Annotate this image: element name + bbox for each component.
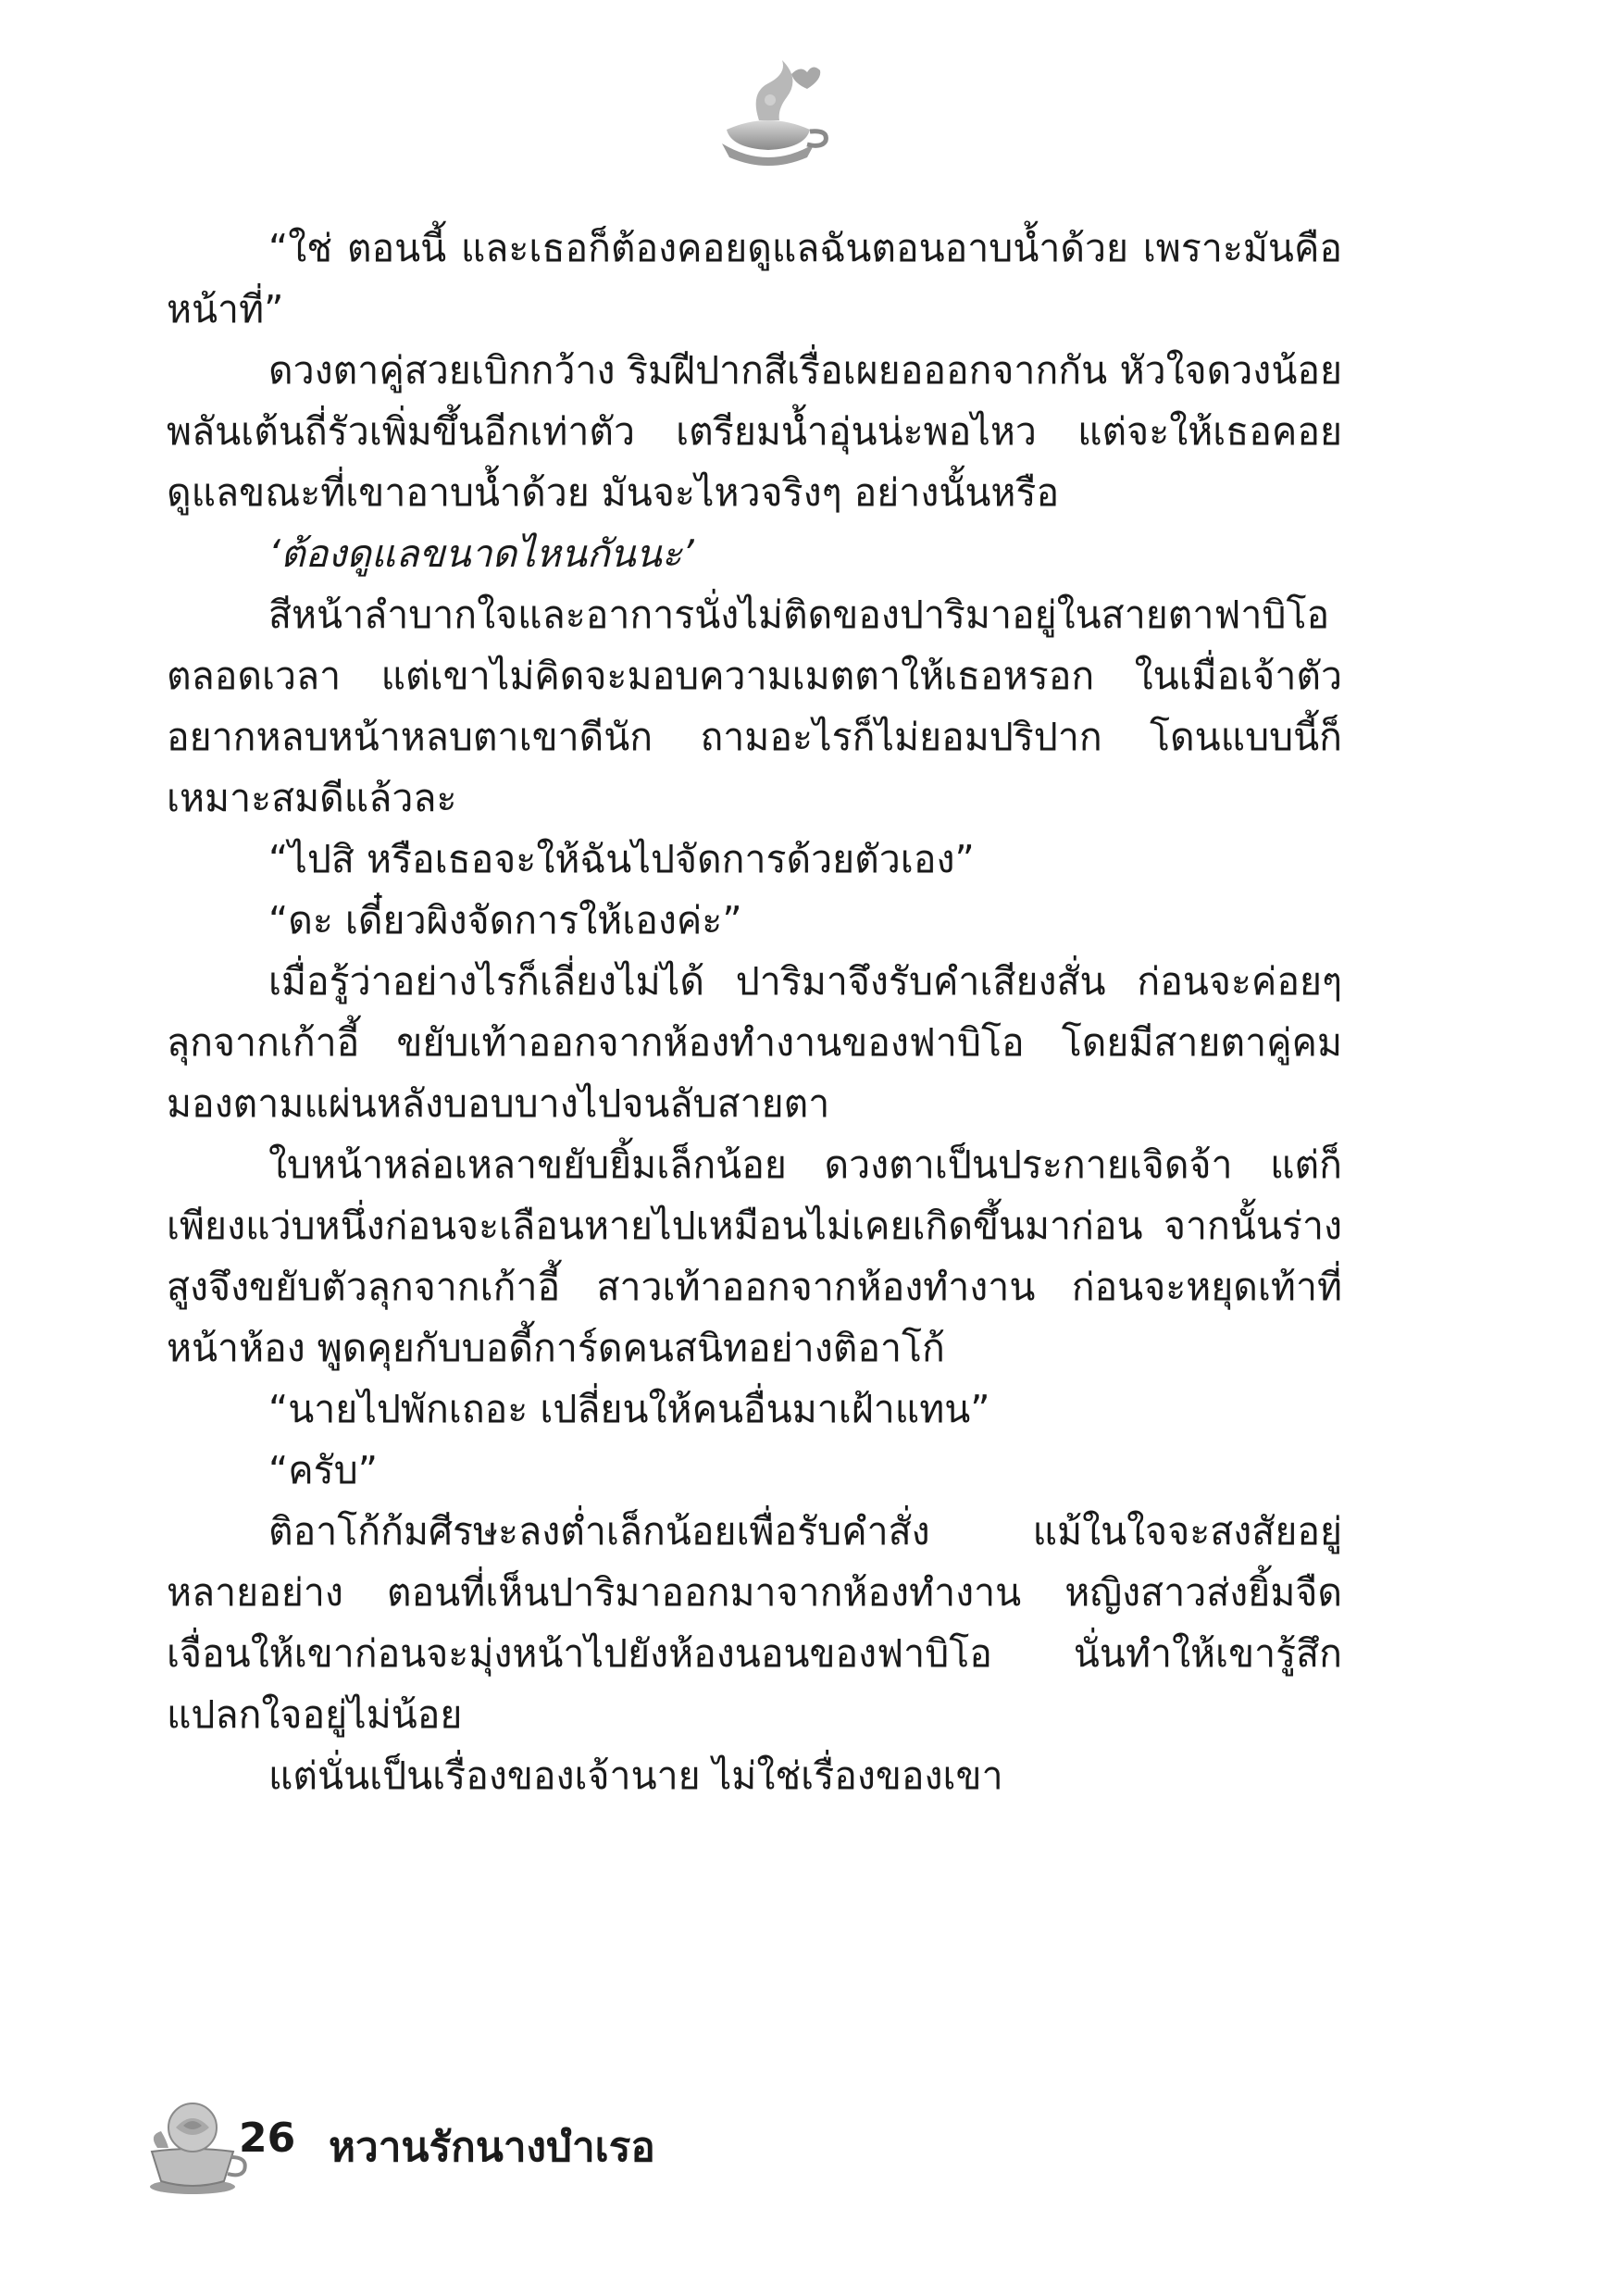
chapter-body [167,218,1342,1806]
paragraph: สีหน้าลำบากใจและอาการนั่งไม่ติดของปาริมาอยู่ในสายตาฟาบิโอตลอดเวลา แต่เขาไม่คิดจะมอบความเมตตาให้เธอหรอก ในเมื่อเจ้าตัวอยากหลบหน้าหลบตาเขาดีนัก ถามอะไรก็ไม่ยอมปริปาก โดนแบบนี้ก็เหมาะสมดีแล้วละ [167,593,1342,820]
paragraph-thought: ‘ต้องดูแลขนาดไหนกันนะ’ [268,531,694,576]
paragraph: ติอาโก้ก้มศีรษะลงต่ำเล็กน้อยเพื่อรับคำสั่ง แม้ในใจจะสงสัยอยู่หลายอย่าง ตอนที่เห็นปาริมาออกมาจากห้องทำงาน หญิงสาวส่งยิ้มจืดเจื่อนให้เขาก่อนจะมุ่งหน้าไปยังห้องนอนของฟาบิโอ นั่นทำให้เขารู้สึกแปลกใจอยู่ไม่น้อย [167,1509,1342,1737]
paragraph: “ครับ” [268,1448,378,1492]
paragraph: “ใช่ ตอนนี้ และเธอก็ต้องคอยดูแลฉันตอนอาบน้ำด้วย เพราะมันคือหน้าที่” [167,226,1342,331]
paragraph: “นายไปพักเถอะ เปลี่ยนให้คนอื่นมาเฝ้าแทน” [268,1387,990,1431]
rose-teacup-ornament-icon [139,2094,250,2196]
paragraph: “ดะ เดี๋ยวผิงจัดการให้เองค่ะ” [268,898,742,942]
lamp-teacup-ornament-icon [703,56,833,176]
book-title: หวานรักนางบำเรอ [329,2124,655,2171]
paragraph: แต่นั่นเป็นเรื่องของเจ้านาย ไม่ใช่เรื่องของเขา [268,1753,1003,1798]
page-number: 26 [239,2115,296,2162]
paragraph: เมื่อรู้ว่าอย่างไรก็เลี่ยงไม่ได้ ปาริมาจึงรับคำเสียงสั่น ก่อนจะค่อยๆ ลุกจากเก้าอี้ ขยับเท้าออกจากห้องทำงานของฟาบิโอ โดยมีสายตาคู่คมมองตามแผ่นหลังบอบบางไปจนลับสายตา [167,959,1342,1126]
paragraph: “ไปสิ หรือเธอจะให้ฉันไปจัดการด้วยตัวเอง” [268,837,975,881]
page-footer [139,2094,787,2196]
paragraph: ใบหน้าหล่อเหลาขยับยิ้มเล็กน้อย ดวงตาเป็นประกายเจิดจ้า แต่ก็เพียงแว่บหนึ่งก่อนจะเลือนหายไปเหมือนไม่เคยเกิดขึ้นมาก่อน จากนั้นร่างสูงจึงขยับตัวลุกจากเก้าอี้ สาวเท้าออกจากห้องทำงาน ก่อนจะหยุดเท้าที่หน้าห้อง พูดคุยกับบอดี้การ์ดคนสนิทอย่างติอาโก้ [167,1142,1342,1370]
paragraph: ดวงตาคู่สวยเบิกกว้าง ริมฝีปากสีเรื่อเผยอออกจากกัน หัวใจดวงน้อยพลันเต้นถี่รัวเพิ่มขึ้นอีกเท่าตัว เตรียมน้ำอุ่นน่ะพอไหว แต่จะให้เธอคอยดูแลขณะที่เขาอาบน้ำด้วย มันจะไหวจริงๆ อย่างนั้นหรือ [167,348,1342,515]
